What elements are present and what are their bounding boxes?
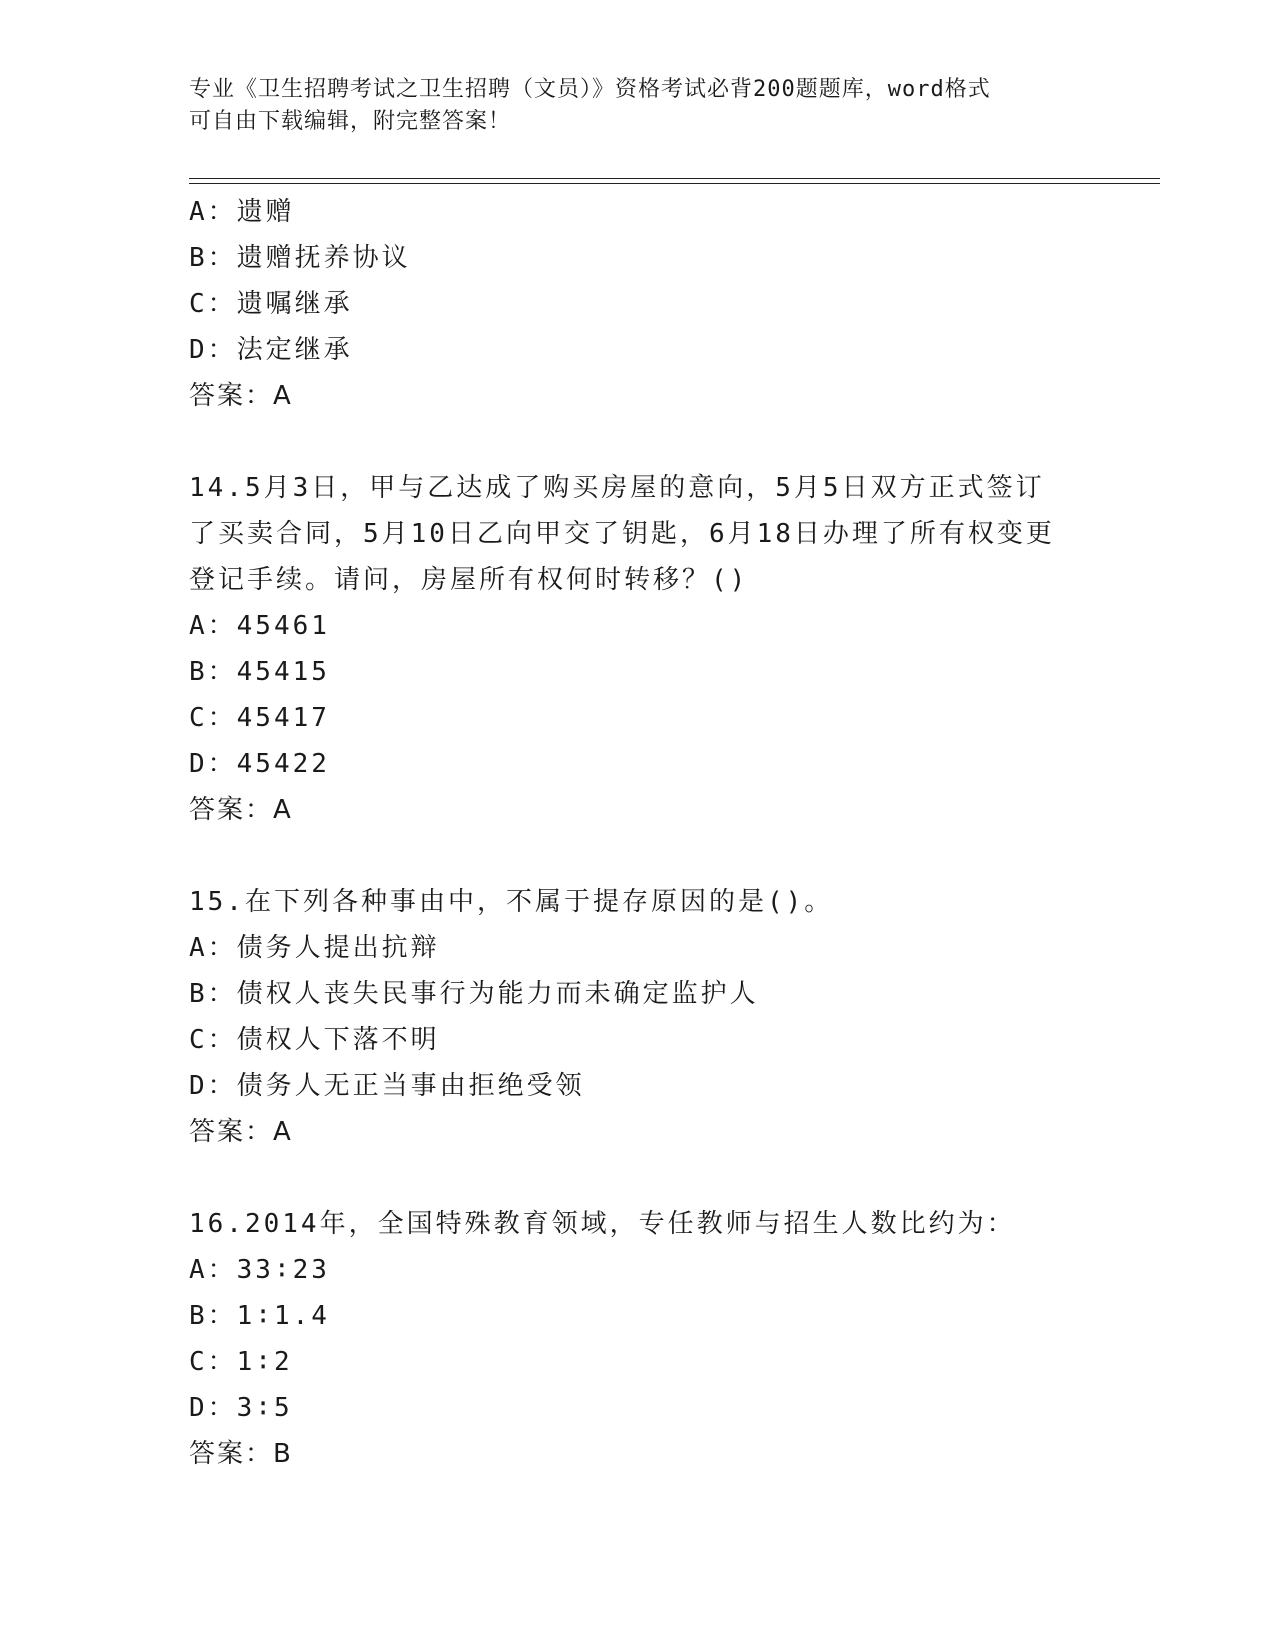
- question-13-block: [189, 189, 1089, 419]
- option-a: A：45461: [189, 611, 330, 641]
- question-stem-line: 登记手续。请问，房屋所有权何时转移？(): [189, 565, 749, 595]
- option-c: C：45417: [189, 703, 330, 733]
- option-b: B：债权人丧失民事行为能力而未确定监护人: [189, 979, 759, 1009]
- header-title-line-2: 可自由下载编辑，附完整答案！: [189, 109, 512, 134]
- spacer: [189, 419, 1089, 465]
- option-a: A：遗赠: [189, 197, 295, 227]
- answer-line: 答案：A: [189, 1117, 293, 1147]
- option-d: D：3∶5: [189, 1393, 293, 1423]
- option-c: C：遗嘱继承: [189, 289, 353, 319]
- header-divider-bottom: [189, 183, 1160, 184]
- option-b: B：45415: [189, 657, 330, 687]
- option-a: A：债务人提出抗辩: [189, 933, 440, 963]
- option-b: B：遗赠抚养协议: [189, 243, 411, 273]
- question-15-block: [189, 879, 1089, 1155]
- answer-line: 答案：A: [189, 381, 293, 411]
- option-c: C：1∶2: [189, 1347, 293, 1377]
- answer-line: 答案：B: [189, 1439, 293, 1469]
- question-stem-line: 15.在下列各种事由中，不属于提存原因的是()。: [189, 887, 834, 917]
- question-list: [189, 189, 1089, 1477]
- header-divider-top: [189, 178, 1160, 179]
- option-b: B：1∶1.4: [189, 1301, 330, 1331]
- option-c: C：债权人下落不明: [189, 1025, 440, 1055]
- option-a: A：33∶23: [189, 1255, 330, 1285]
- question-stem-line: 了买卖合同，5月10日乙向甲交了钥匙，6月18日办理了所有权变更: [189, 519, 1055, 549]
- option-d: D：45422: [189, 749, 330, 779]
- question-stem-line: 16.2014年，全国特殊教育领域，专任教师与招生人数比约为：: [189, 1209, 1016, 1239]
- option-d: D：法定继承: [189, 335, 353, 365]
- answer-line: 答案：A: [189, 795, 293, 825]
- spacer: [189, 1155, 1089, 1201]
- document-header: [189, 74, 1089, 138]
- question-stem-line: 14.5月3日，甲与乙达成了购买房屋的意向，5月5日双方正式签订: [189, 473, 1045, 503]
- question-14-block: [189, 465, 1089, 833]
- option-d: D：债务人无正当事由拒绝受领: [189, 1071, 585, 1101]
- question-16-block: [189, 1201, 1089, 1477]
- header-title-line-1: 专业《卫生招聘考试之卫生招聘（文员）》资格考试必背200题题库，word格式: [189, 77, 991, 102]
- spacer: [189, 833, 1089, 879]
